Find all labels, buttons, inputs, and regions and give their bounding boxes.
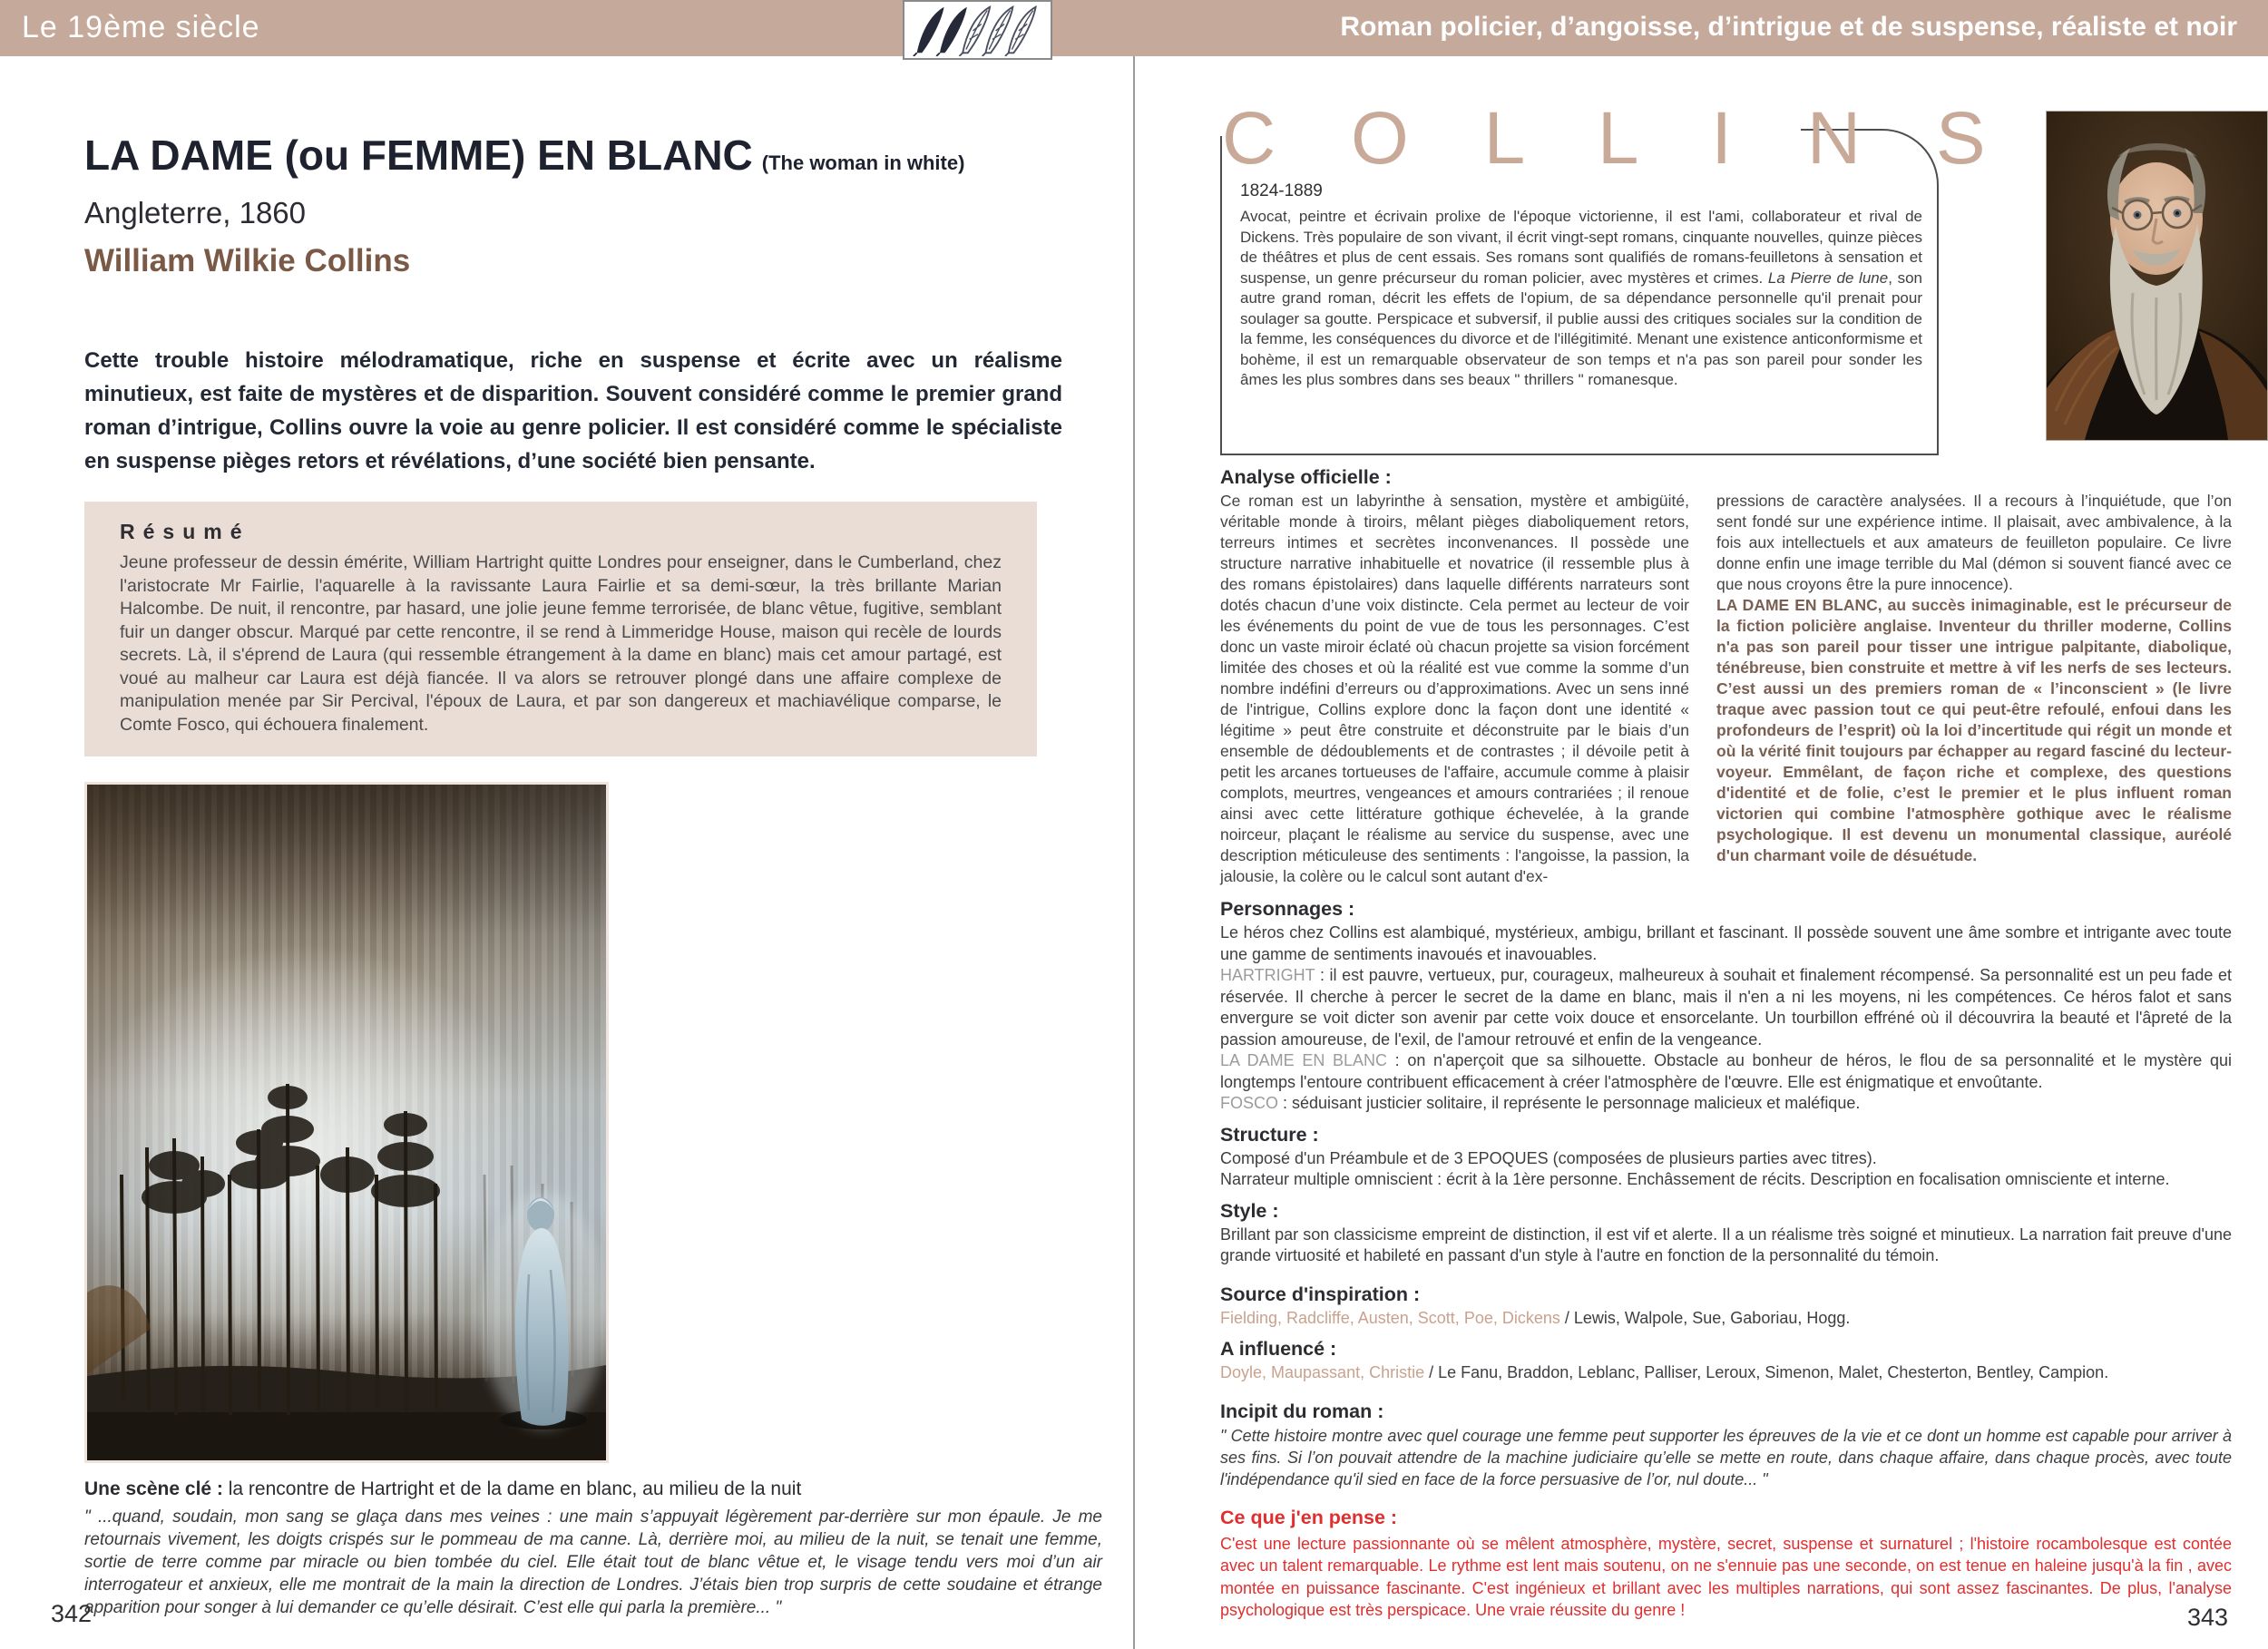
- analyse-col2-normal: pressions de caractère analysées. Il a recours à l’inquiétude, que l’on sent fondé sur une expérience intime. Il plaisait, avec ambivalence, à la fois aux intellectuels et aux amateurs de feuilleton populaire. Ce livre donne enfin une image terrible du Mal (démon si souvent fiancé avec ce que nous croyons être la pure innocence).: [1716, 492, 2232, 593]
- incipit-quote: " Cette histoire montre avec quel courage une femme peut supporter les épreuves de la vie et ce dont un homme est capable pour arriver à ses fins. Si l’on pouvait attendre de la machine judiciaire qu’elle se mette en route, dans chaque affaire, dans chaque procès, avec toute l'indépendance qu'il sied en face de la force persuasive de l’or, nul doute... ": [1220, 1426, 2232, 1488]
- painting-trees: [87, 1084, 440, 1415]
- analyse-col2-highlight: LA DAME EN BLANC, au succès inimaginable, est le précurseur de la fiction policière anglaise. Inventeur du thriller moderne, Collins n'a pas son pareil pour tisser une intrigue palpitante, diabolique, ténébreuse, bien construite et mettre à vif les nerfs de ses lecteurs. C’est aussi un des premiers roman de « l’inconscient » (le livre traque avec passion tout ce qui peut-être refoulé, enfoui dans les profondeurs de l’esprit) où la loi d’incertitude qui régit un monde et où la vérité finit toujours par échapper au regard fasciné du lecteur-voyeur. Emmêlant, de façon riche et complexe, des questions d'identité et de folie, c’est le premier et le plus influent roman victorien qui combine l'atmosphère gothique avec le réalisme psychologique. Il est devenu un monumental classique, auréolé d'un charmant voile de désuétude.: [1716, 596, 2232, 864]
- author-name: William Wilkie Collins: [84, 243, 411, 278]
- key-scene-label: Une scène clé :: [84, 1478, 223, 1499]
- personnages-intro: Le héros chez Collins est alambiqué, mystérieux, ambigu, brillant et fascinant. Il possède souvent une âme sombre et intrigante avec toute une gamme de sentiments inavoués et inavouables.: [1220, 923, 2232, 963]
- style-label: Style :: [1220, 1199, 1279, 1222]
- analyse-column-1: Ce roman est un labyrinthe à sensation, mystère et ambigüité, véritable monde à tiroirs, mêlant pièges diaboliquement retors, terreurs intimes et secrètes inconvenances. Il possède une structure narrative inhabituelle et novatrice (il ressemble plus à des romans épistolaires) dans laquelle différents narrateurs sont dotés chacun d’une voix distincte. Cela permet au lecteur de voir les événements du point de vue de tous les personnages. C’est donc un vaste miroir éclaté où chacun projette sa vision forcément limitée des choses et où la réalité est vue comme la somme d’un nombre indéfini d’erreurs ou d’approximations. Avec un sens inné de l'intrigue, Collins explore donc la façon dont une identité « légitime » peut être construite et déconstruite par le biais d’un ensemble de dédoublements et de contrastes ; il dévoile petit à petit les arcanes tortueuses de l'affaire, accumule comme à plaisir complots, meurtres, vengeances et amours contrariées ; il renoue ainsi avec cette littérature gothique échevelée, à la grande noirceur, plaçant le réalisme au service du suspense, avec une description méticuleuse des sentiments : l'angoisse, la passion, la jalousie, la colère ou le calcul sont autant d'ex-: [1220, 492, 1689, 885]
- painting-woman-in-white: [480, 1193, 606, 1429]
- header-band: [0, 0, 2268, 56]
- left-page: [0, 56, 1133, 1649]
- personnage-description: : on n'aperçoit que sa silhouette. Obstacle au bonheur de héros, le flou de sa personnalité et le mystère qui longtemps l'entoure contribuent efficacement à créer l'atmosphère de l'œuvre. Elle est énigmatique et envoûtante.: [1220, 1051, 2232, 1091]
- personnages-label: Personnages :: [1220, 898, 1355, 920]
- country-year: Angleterre, 1860: [84, 196, 307, 229]
- section-structure: [1220, 1124, 2232, 1191]
- section-influence: [1220, 1338, 2232, 1384]
- opinion-text: C'est une lecture passionnante où se mêlent atmosphère, mystère, secret, suspense et surnaturel ; l'histoire rocambolesque est contée avec un talent remarquable. Le rythme est lent mais soutenu, on ne s'ennuie pas une seconde, on est tenue en haleine jusqu'à la fin , avec montée en puissance fascinante. C'est ingénieux et brillant avec les multiples narrations, qui sont assez fascinantes. De plus, l'analyse psychologique est très perspicace. Une vraie réussite du genre !: [1220, 1534, 2232, 1619]
- resume-text: Jeune professeur de dessin émérite, William Hartright quitte Londres pour enseigner, dans le Cumberland, chez l'aristocrate Mr Fairlie, l'aquarelle à la ravissante Laura Fairlie et sa demi-sœur, la très brillante Marian Halcombe. De nuit, il rencontre, par hasard, une jolie jeune femme terrorisée, de blanc vêtue, fugitive, semblant fuir un danger obscur. Marqué par cette rencontre, il se rend à Limmeridge House, maison qui recèle de lourds secrets. Là, il s'éprend de Laura (qui ressemble étrangement à la dame en blanc) mais cet amour partagé, est voué au malheur car Laura est déjà fiancée. Il va alors se retrouver plongé dans une affaire complexe de manipulation menée par Sir Percival, l'époux de Laura, et par son dangereux et machiavélique comparse, le Comte Fosco, qui échouera finalement.: [120, 552, 1002, 735]
- personnage-name: FOSCO: [1220, 1094, 1279, 1112]
- influence-list: [1220, 1362, 2232, 1384]
- author-bio-text: [1240, 207, 1922, 391]
- painting-illustration: [87, 785, 606, 1460]
- personnage-description: : il est pauvre, vertueux, pur, courageux, malheureux à souhait et finalement récompensé. Sa personnalité est un peu fade et réservée. Il cherche à percer le secret de la dame en blanc, mais il n'en a ni les moyens, ni les compétences. Ce héros falot et sans envergure se voit dicter son avenir par cette voix douce et ensorcelante. Un tourbillon effréné où il découvrira la beauté et l'âpreté de la passion amoureuse, de l'exil, de l'amour retrouvé et enfin de la vengeance.: [1220, 966, 2232, 1049]
- inspiration-list: [1220, 1308, 2232, 1330]
- influence-rest: / Le Fanu, Braddon, Leblanc, Palliser, Leroux, Simenon, Malet, Chesterton, Bentley, Campion.: [1424, 1363, 2109, 1381]
- right-page: [1134, 56, 2268, 1649]
- inspiration-highlight: Fielding, Radcliffe, Austen, Scott, Poe, Dickens: [1220, 1308, 1560, 1327]
- quill-rating-logo: [903, 0, 1052, 60]
- opinion-label: Ce que j'en pense :: [1220, 1506, 1398, 1528]
- intro-paragraph: Cette trouble histoire mélodramatique, riche en suspense et écrite avec un réalisme minutieux, est faite de mystères et de disparition. Souvent considéré comme le premier grand roman d’intrigue, Collins ouvre la voie au genre policier. Il est considéré comme le spécialiste en suspense pièges retors et révélations, d’une société bien pensante.: [84, 348, 1062, 473]
- bio-part2: , son autre grand roman, décrit les effets de l'opium, de sa dépendance personnelle qu'il prenait pour soulager sa goutte. Perspicace et subversif, il publie aussi des critiques sociales sur la condition de la femme, les conséquences du divorce et de l'illégitimité. Menant une existence anticonformisme et bohème, il est un remarquable observateur de son temps et n'a pas son pareil pour sonder les âmes les plus sombres dans ses beaux " thrillers " romanesque.: [1240, 268, 1922, 388]
- book-title-english: (The woman in white): [761, 151, 965, 174]
- key-scene-block: [84, 1478, 1102, 1619]
- chapter-label: Le 19ème siècle: [22, 10, 260, 44]
- book-title: LA DAME (ou FEMME) EN BLANC: [84, 132, 753, 179]
- style-text: Brillant par son classicisme empreint de distinction, il est vif et alerte. Il a un réalisme très soigné et minutieux. La narration fait preuve d'une grande virtuosité et habileté en passant d'un style à l'autre en fonction de la personnalité du témoin.: [1220, 1225, 2232, 1264]
- page-number-right: 343: [2186, 1604, 2228, 1631]
- wilkie-collins-portrait: [2046, 111, 2268, 441]
- key-scene-text: la rencontre de Hartright et de la dame en blanc, au milieu de la nuit: [222, 1478, 802, 1499]
- structure-p2: Narrateur multiple omniscient : écrit à la 1ère personne. Enchâssement de récits. Description en focalisation omnisciente et interne.: [1220, 1170, 2170, 1188]
- resume-box: [84, 502, 1037, 756]
- bio-book-title: La Pierre de lune: [1767, 268, 1889, 287]
- author-years: 1824-1889: [1240, 181, 1323, 200]
- portrait-illustration: [2047, 112, 2267, 440]
- bio-part1: Avocat, peintre et écrivain prolixe de l'époque victorienne, il est l'ami, collaborateur et rival de Dickens. Très populaire de son vivant, il écrit vingt-sept romans, cinquante nouvelles, quinze pièces de théâtres et plus de cent essais. Ses romans sont qualifiés de romans-feuilletons à sensation et suspense, un genre précurseur du roman policier, avec mystères et crimes.: [1240, 208, 1922, 287]
- feather-icon-filled: [913, 7, 943, 56]
- personnage-entry: [1220, 965, 2232, 1050]
- right-page-content: [1220, 466, 2232, 1631]
- analyse-label: Analyse officielle :: [1220, 466, 1392, 488]
- section-analyse: [1220, 466, 2232, 887]
- personnage-entry: [1220, 1050, 2232, 1093]
- analyse-column-2: [1716, 491, 2232, 887]
- woman-in-white-painting: [84, 782, 609, 1463]
- personnage-name: LA DAME EN BLANC: [1220, 1051, 1388, 1069]
- title-block: [84, 131, 1073, 279]
- personnage-entry: [1220, 1093, 2232, 1115]
- genre-label: Roman policier, d’angoisse, d’intrigue et de suspense, réaliste et noir: [1340, 12, 2237, 42]
- inspiration-rest: / Lewis, Walpole, Sue, Gaboriau, Hogg.: [1559, 1308, 1851, 1327]
- key-scene-caption: [84, 1478, 1102, 1500]
- incipit-label: Incipit du roman :: [1220, 1400, 1384, 1422]
- structure-p1: Composé d'un Préambule et de 3 EPOQUES (composées de plusieurs parties avec titres).: [1220, 1148, 1877, 1167]
- author-surname-heading: C O L L I N S: [1222, 97, 2013, 180]
- section-personnages: [1220, 898, 2232, 1115]
- personnage-description: : séduisant justicier solitaire, il représente le personnage malicieux et maléfique.: [1278, 1094, 1861, 1112]
- section-incipit: [1220, 1400, 2232, 1490]
- influence-label: A influencé :: [1220, 1338, 1337, 1360]
- page-number-left: 342: [51, 1600, 93, 1627]
- influence-highlight: Doyle, Maupassant, Christie: [1220, 1363, 1425, 1381]
- feather-icons: [910, 4, 1046, 56]
- resume-heading: Résumé: [120, 520, 250, 543]
- structure-label: Structure :: [1220, 1123, 1319, 1146]
- personnage-name: HARTRIGHT: [1220, 966, 1315, 984]
- key-scene-quote: " ...quand, soudain, mon sang se glaça dans mes veines : une main s’appuyait légèrement par-derrière sur mon épaule. Je me retournais vivement, les doigts crispés sur le pommeau de ma canne. Là, derrière moi, au milieu de la nuit, se tenait une femme, sortie de terre comme par miracle ou bien tombée du ciel. Elle était tout de blanc vêtue et, le visage tendu vers moi d’un air interrogateur et anxieux, elle me montrait de la main la direction de Londres. J’étais bien trop surpris de cette soudaine et étrange apparition pour songer à lui demander ce qu’elle désirait. C’est elle qui parla la première... ": [84, 1508, 1102, 1617]
- inspiration-label: Source d'inspiration :: [1220, 1283, 1421, 1305]
- section-style: [1220, 1200, 2232, 1267]
- section-opinion: [1220, 1507, 2232, 1622]
- section-inspiration: [1220, 1283, 2232, 1330]
